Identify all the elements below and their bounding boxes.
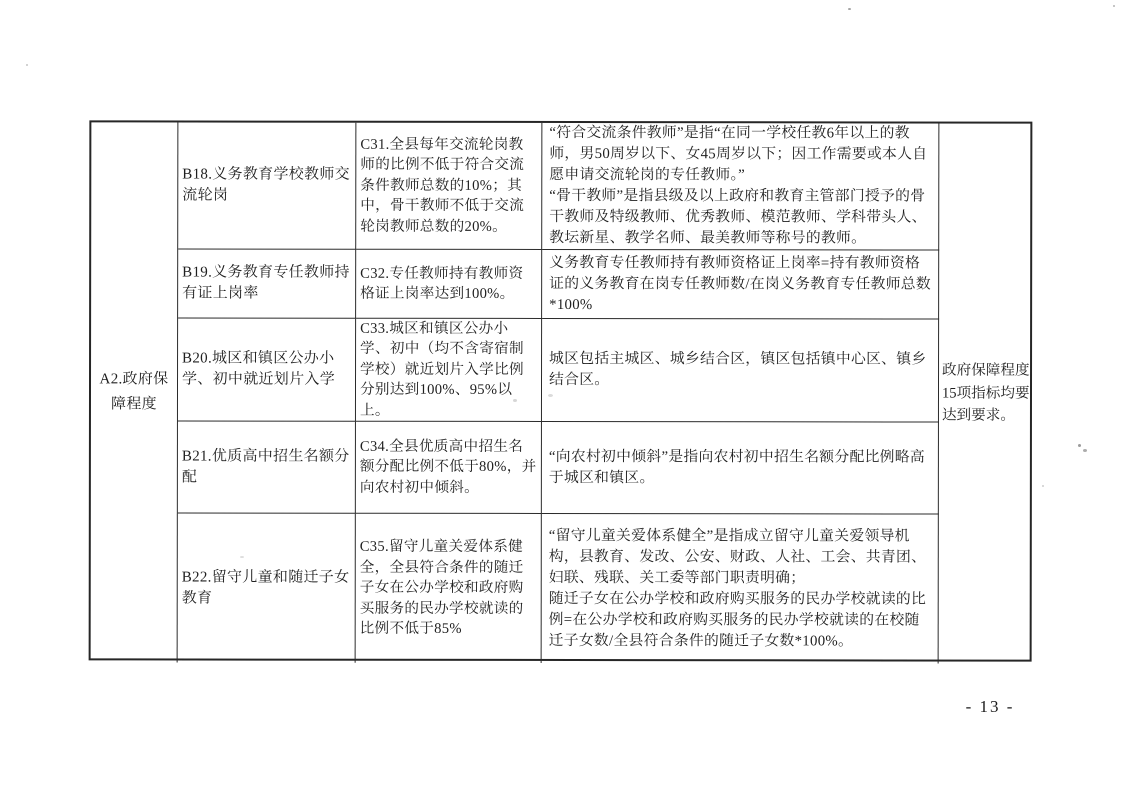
indicator-text-b21: B21.优质高中招生名额分配 [181,447,350,485]
scan-noise [26,64,28,66]
standard-text-c33: C33.城区和镇区公办小学、初中（均不含寄宿制学校）就近划片入学比例分别达到100%、95%以上。 [359,320,524,419]
explanation-cell-c35 [542,514,939,664]
indicator-text-b18: B18.义务教育学校教师交流轮岗 [182,166,350,204]
standard-text-c35: C35.留守儿童关爱体系健全，全县符合条件的随迁子女在公办学校和政府购买服务的民办学校就读的比例不低于85% [359,539,524,637]
scan-noise [1083,449,1087,452]
standard-cell-c31 [356,123,542,250]
scan-noise [513,399,517,402]
indicator-cell-b18 [178,122,356,249]
indicator-text-b20: B20.城区和镇区公办小学、初中就近划片入学 [182,350,336,388]
indicator-cell-b19 [178,249,356,318]
indicator-text-b22: B22.留守儿童和随迁子女教育 [181,568,350,607]
note-text: 政府保障程度15项指标均要达到要求。 [941,362,1030,424]
category-cell [91,122,179,662]
standard-text-c34: C34.全县优质高中招生名额分配比例不低于80%，并向农村初中倾斜。 [359,438,537,496]
note-cell [939,124,1035,664]
standard-cell-c35 [356,514,542,663]
scan-noise [548,394,553,397]
scan-noise [1113,5,1115,7]
indicator-cell-b20 [178,318,356,421]
explanation-cell-c31 [542,123,939,251]
scan-noise [848,8,851,10]
explanation-text-c35: “留守儿童关爱体系健全”是指成立留守儿童关爱领导机构，县教育、发改、公安、财政、人社、工会、共青团、妇联、残联、关工委等部门职责明确； 随迁子女在公办学校和政府购买服务的民办学校就读的比例=在公办学校和政府购买服务的民办学校就读的在校随迁子女数/全县符合条件的随迁子女数*100%。 [548,527,927,649]
explanation-text-c32: 义务教育专任教师持有教师资格证上岗率=持有教师资格证的义务教育在岗专任教师数/在岗义务教育专任教师总数*100% [549,254,932,313]
explanation-text-c31: “符合交流条件教师”是指“在同一学校任教6年以上的教师，男50周岁以下、女45周岁以下；因工作需要或本人自愿申请交流轮岗的专任教师。” “骨干教师”是指县级及以上政府和教育主管部门授予的骨干教师及特级教师、优秀教师、模范教师、学科带头人、教坛新星、教学名师、最美教师等称号的教师。 [549,124,928,247]
standard-cell-c33 [356,319,542,422]
scan-noise [240,556,244,558]
explanation-text-c33: 城区包括主城区、城乡结合区，镇区包括镇中心区、镇乡结合区。 [549,350,927,389]
indicator-cell-b21 [178,421,356,513]
page-number: - 13 - [965,697,1015,716]
explanation-cell-c33 [542,319,939,423]
category-label: A2.政府保障程度 [99,370,169,413]
explanation-text-c34: “向农村初中倾斜”是指向农村初中招生名额分配比例略高于城区和镇区。 [548,448,925,486]
standard-text-c32: C32.专任教师持有教师资格证上岗率达到100%。 [360,265,524,302]
indicator-cell-b22 [178,513,356,662]
indicator-table [89,120,1033,661]
standard-text-c31: C31.全县每年交流轮岗教师的比例不低于符合交流条件教师总数的10%；其中，骨干教师不低于交流轮岗教师总数的20%。 [360,136,525,235]
scan-noise [1078,444,1081,447]
scan-noise [1042,485,1044,487]
indicator-text-b19: B19.义务教育专任教师持有证上岗率 [182,264,350,302]
standard-cell-c32 [356,250,542,319]
explanation-cell-c32 [542,250,939,320]
standard-cell-c34 [356,422,542,514]
explanation-cell-c34 [542,422,939,515]
